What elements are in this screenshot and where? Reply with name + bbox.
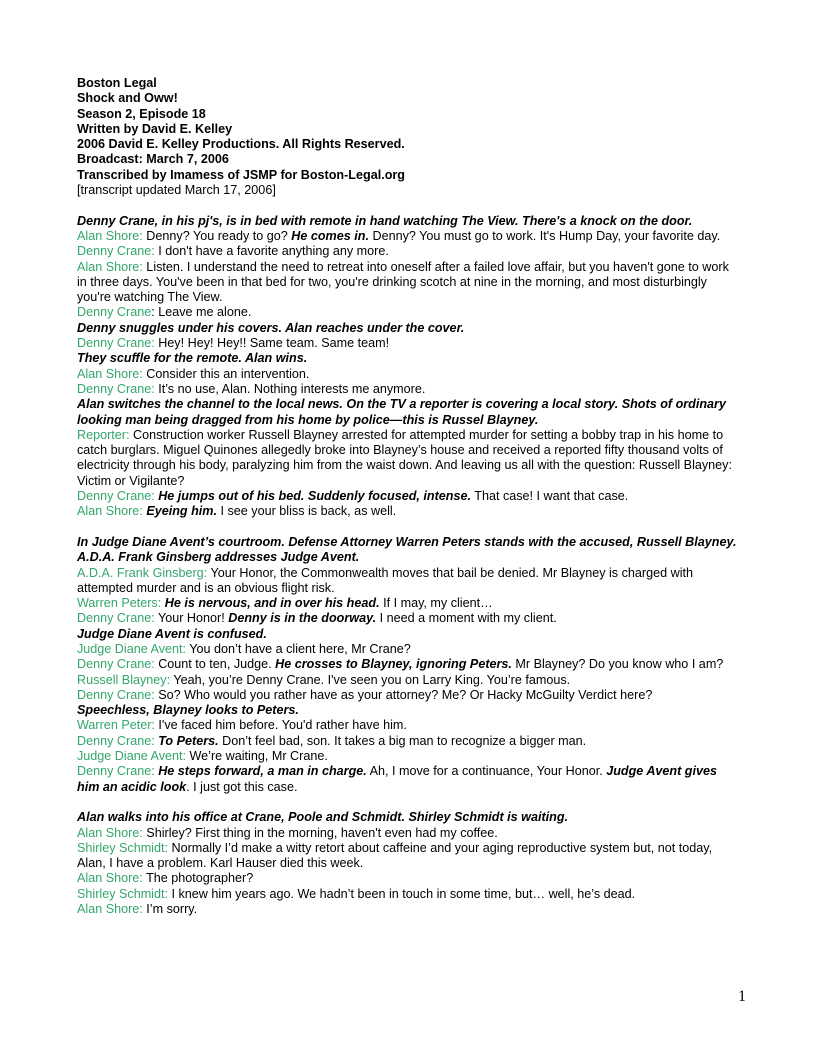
dialogue-text: Your Honor! bbox=[154, 611, 229, 626]
stage-direction: He crosses to Blayney, ignoring Peters. bbox=[275, 657, 512, 672]
scene bbox=[77, 214, 737, 520]
stage-direction: He jumps out of his bed. Suddenly focused, intense. bbox=[158, 489, 471, 504]
transcript-line bbox=[77, 229, 737, 244]
show-title: Boston Legal bbox=[77, 76, 157, 90]
dialogue-text: I see your bliss is back, as well. bbox=[217, 504, 397, 519]
dialogue-text: Yeah, you’re Denny Crane. I've seen you on Larry King. You’re famous. bbox=[170, 672, 571, 687]
transcript-line bbox=[77, 596, 737, 611]
broadcast-date: Broadcast: March 7, 2006 bbox=[77, 152, 229, 167]
transcript-line bbox=[77, 504, 737, 519]
dialogue-text: Hey! Hey! Hey!! Same team. Same team! bbox=[154, 336, 390, 351]
speaker-name: Denny Crane: bbox=[77, 733, 155, 748]
speaker-name: Reporter: bbox=[77, 427, 130, 442]
document-header bbox=[77, 76, 737, 198]
speaker-name: Alan Shore: bbox=[77, 366, 143, 381]
dialogue-text: Denny? You ready to go? bbox=[142, 228, 292, 243]
transcript-line bbox=[77, 749, 737, 764]
speaker-name: Denny Crane: bbox=[77, 489, 155, 504]
dialogue-text: Mr Blayney? Do you know who I am? bbox=[511, 657, 724, 672]
dialogue-text: We’re waiting, Mr Crane. bbox=[186, 749, 328, 764]
speaker-name: Denny Crane bbox=[77, 305, 152, 320]
dialogue-text: Denny? You must go to work. It's Hump Day, your favorite day. bbox=[368, 228, 721, 243]
transcript-line bbox=[77, 244, 737, 259]
scene-gap bbox=[77, 520, 737, 535]
speaker-name: Denny Crane: bbox=[77, 381, 155, 396]
transcript-line bbox=[77, 627, 737, 642]
dialogue-text: It’s no use, Alan. Nothing interests me anymore. bbox=[154, 381, 426, 396]
dialogue-text: I knew him years ago. We hadn’t been in touch in some time, but… well, he’s dead. bbox=[168, 886, 636, 901]
dialogue-text: Consider this an intervention. bbox=[142, 366, 310, 381]
transcript-page bbox=[77, 76, 737, 917]
transcript-line bbox=[77, 734, 737, 749]
transcript-line bbox=[77, 611, 737, 626]
stage-direction: They scuffle for the remote. Alan wins. bbox=[77, 351, 308, 366]
speaker-name: Denny Crane: bbox=[77, 336, 155, 351]
transcript-line bbox=[77, 535, 737, 566]
stage-direction: Alan switches the channel to the local news. On the TV a reporter is covering a local story. Shots of ordinary looking man being dragged from his home by police—this is Russel Blayney. bbox=[77, 397, 726, 427]
stage-direction: Judge Diane Avent is confused. bbox=[77, 626, 267, 641]
copyright-line: 2006 David E. Kelley Productions. All Rights Reserved. bbox=[77, 137, 405, 152]
transcript-line bbox=[77, 367, 737, 382]
dialogue-text: I’m sorry. bbox=[142, 902, 198, 917]
transcript-line bbox=[77, 305, 737, 320]
speaker-name: Russell Blayney: bbox=[77, 672, 171, 687]
episode-title: Shock and Oww! bbox=[77, 91, 178, 106]
transcript-line bbox=[77, 718, 737, 733]
transcript-line bbox=[77, 382, 737, 397]
speaker-name: Alan Shore: bbox=[77, 871, 143, 886]
stage-direction: Denny Crane, in his pj's, is in bed with remote in hand watching The View. There's a knock on the door. bbox=[77, 213, 693, 228]
transcript-line bbox=[77, 673, 737, 688]
dialogue-text: Don’t feel bad, son. It takes a big man to recognize a bigger man. bbox=[218, 733, 587, 748]
stage-direction: He is nervous, and in over his head. bbox=[164, 596, 380, 611]
dialogue-text: Count to ten, Judge. bbox=[154, 657, 276, 672]
dialogue-text: I need a moment with my client. bbox=[376, 611, 557, 626]
dialogue-text: Listen. I understand the need to retreat into oneself after a failed love affair, but you haven't gone to work in three days. You've been in that bed for two, you're drinking scotch at nine in the morning, and most disturbingly you're watching The View. bbox=[77, 259, 729, 305]
scene-gap bbox=[77, 198, 737, 213]
speaker-name: Alan Shore: bbox=[77, 259, 143, 274]
speaker-name: Judge Diane Avent: bbox=[77, 749, 186, 764]
dialogue-text: . I just got this case. bbox=[186, 779, 298, 794]
speaker-name: Warren Peters: bbox=[77, 596, 162, 611]
dialogue-text: Shirley? First thing in the morning, haven't even had my coffee. bbox=[142, 825, 498, 840]
stage-direction: To Peters. bbox=[158, 733, 219, 748]
transcript-line bbox=[77, 871, 737, 886]
speaker-name: Denny Crane: bbox=[77, 687, 155, 702]
transcript-line bbox=[77, 810, 737, 825]
speaker-name: Shirley Schmidt: bbox=[77, 840, 168, 855]
stage-direction: Judge Avent gives him an acidic look bbox=[77, 764, 718, 794]
dialogue-text: Your Honor, the Commonwealth moves that bail be denied. Mr Blayney is charged with attempted murder and is an obvious flight risk. bbox=[77, 565, 694, 595]
dialogue-text: : Leave me alone. bbox=[151, 305, 252, 320]
stage-direction: Denny is in the doorway. bbox=[228, 611, 377, 626]
speaker-name: Alan Shore: bbox=[77, 825, 143, 840]
transcript-line bbox=[77, 841, 737, 872]
transcript-line bbox=[77, 336, 737, 351]
speaker-name: Alan Shore: bbox=[77, 504, 143, 519]
transcript-line bbox=[77, 260, 737, 306]
transcript-line bbox=[77, 887, 737, 902]
transcript-line bbox=[77, 566, 737, 597]
speaker-name: Shirley Schmidt: bbox=[77, 886, 168, 901]
transcriber-credit: Transcribed by Imamess of JSMP for Boston-Legal.org bbox=[77, 167, 405, 182]
stage-direction: Speechless, Blayney looks to Peters. bbox=[77, 703, 299, 718]
update-note: [transcript updated March 17, 2006] bbox=[77, 183, 276, 198]
transcript-line bbox=[77, 764, 737, 795]
scene-gap bbox=[77, 795, 737, 810]
transcript-body bbox=[77, 198, 737, 917]
transcript-line bbox=[77, 214, 737, 229]
dialogue-text: If I may, my client… bbox=[379, 596, 493, 611]
dialogue-text: That case! I want that case. bbox=[470, 489, 629, 504]
speaker-name: Denny Crane: bbox=[77, 657, 155, 672]
transcript-line bbox=[77, 321, 737, 336]
transcript-line bbox=[77, 657, 737, 672]
speaker-name: Alan Shore: bbox=[77, 228, 143, 243]
speaker-name: Judge Diane Avent: bbox=[77, 641, 186, 656]
transcript-line bbox=[77, 826, 737, 841]
dialogue-text: The photographer? bbox=[142, 871, 254, 886]
transcript-line bbox=[77, 428, 737, 489]
speaker-name: Denny Crane: bbox=[77, 244, 155, 259]
transcript-line bbox=[77, 489, 737, 504]
speaker-name: A.D.A. Frank Ginsberg: bbox=[77, 565, 208, 580]
transcript-line bbox=[77, 642, 737, 657]
dialogue-text: So? Who would you rather have as your attorney? Me? Or Hacky McGuilty Verdict here? bbox=[154, 687, 653, 702]
stage-direction: Denny snuggles under his covers. Alan reaches under the cover. bbox=[77, 320, 465, 335]
transcript-line bbox=[77, 902, 737, 917]
stage-direction: He steps forward, a man in charge. bbox=[158, 764, 367, 779]
dialogue-text: You don’t have a client here, Mr Crane? bbox=[186, 641, 411, 656]
scene bbox=[77, 810, 737, 917]
season-episode: Season 2, Episode 18 bbox=[77, 106, 206, 121]
stage-direction: Alan walks into his office at Crane, Poole and Schmidt. Shirley Schmidt is waiting. bbox=[77, 810, 569, 825]
stage-direction: He comes in. bbox=[291, 228, 369, 243]
speaker-name: Warren Peter: bbox=[77, 718, 155, 733]
transcript-line bbox=[77, 688, 737, 703]
transcript-line bbox=[77, 703, 737, 718]
speaker-name: Alan Shore: bbox=[77, 902, 143, 917]
dialogue-text: I don't have a favorite anything any more. bbox=[154, 244, 389, 259]
dialogue-text: Ah, I move for a continuance, Your Honor. bbox=[366, 764, 607, 779]
speaker-name: Denny Crane: bbox=[77, 764, 155, 779]
page-number: 1 bbox=[738, 988, 746, 1005]
dialogue-text: I've faced him before. You'd rather have him. bbox=[154, 718, 407, 733]
speaker-name: Denny Crane: bbox=[77, 611, 155, 626]
transcript-line bbox=[77, 397, 737, 428]
scene bbox=[77, 535, 737, 795]
writer-credit: Written by David E. Kelley bbox=[77, 121, 233, 136]
stage-direction: Eyeing him. bbox=[146, 504, 217, 519]
dialogue-text: Construction worker Russell Blayney arrested for attempted murder for setting a bobby trap in his home to catch burglars. Miguel Quinones allegedly broke into Blayney’s house and received a reported fifty thousand volts of electricity through his body, paralyzing him from the waist down. And leaving us all with the question: Russell Blayney: Victim or Vigilante? bbox=[77, 427, 732, 488]
dialogue-text: Normally I’d make a witty retort about caffeine and your aging reproductive system but, not today, Alan, I have a problem. Karl Hauser died this week. bbox=[77, 840, 713, 871]
transcript-line bbox=[77, 351, 737, 366]
stage-direction: In Judge Diane Avent’s courtroom. Defense Attorney Warren Peters stands with the accused, Russell Blayney. A.D.A. Frank Ginsberg addresses Judge Avent. bbox=[77, 534, 737, 565]
